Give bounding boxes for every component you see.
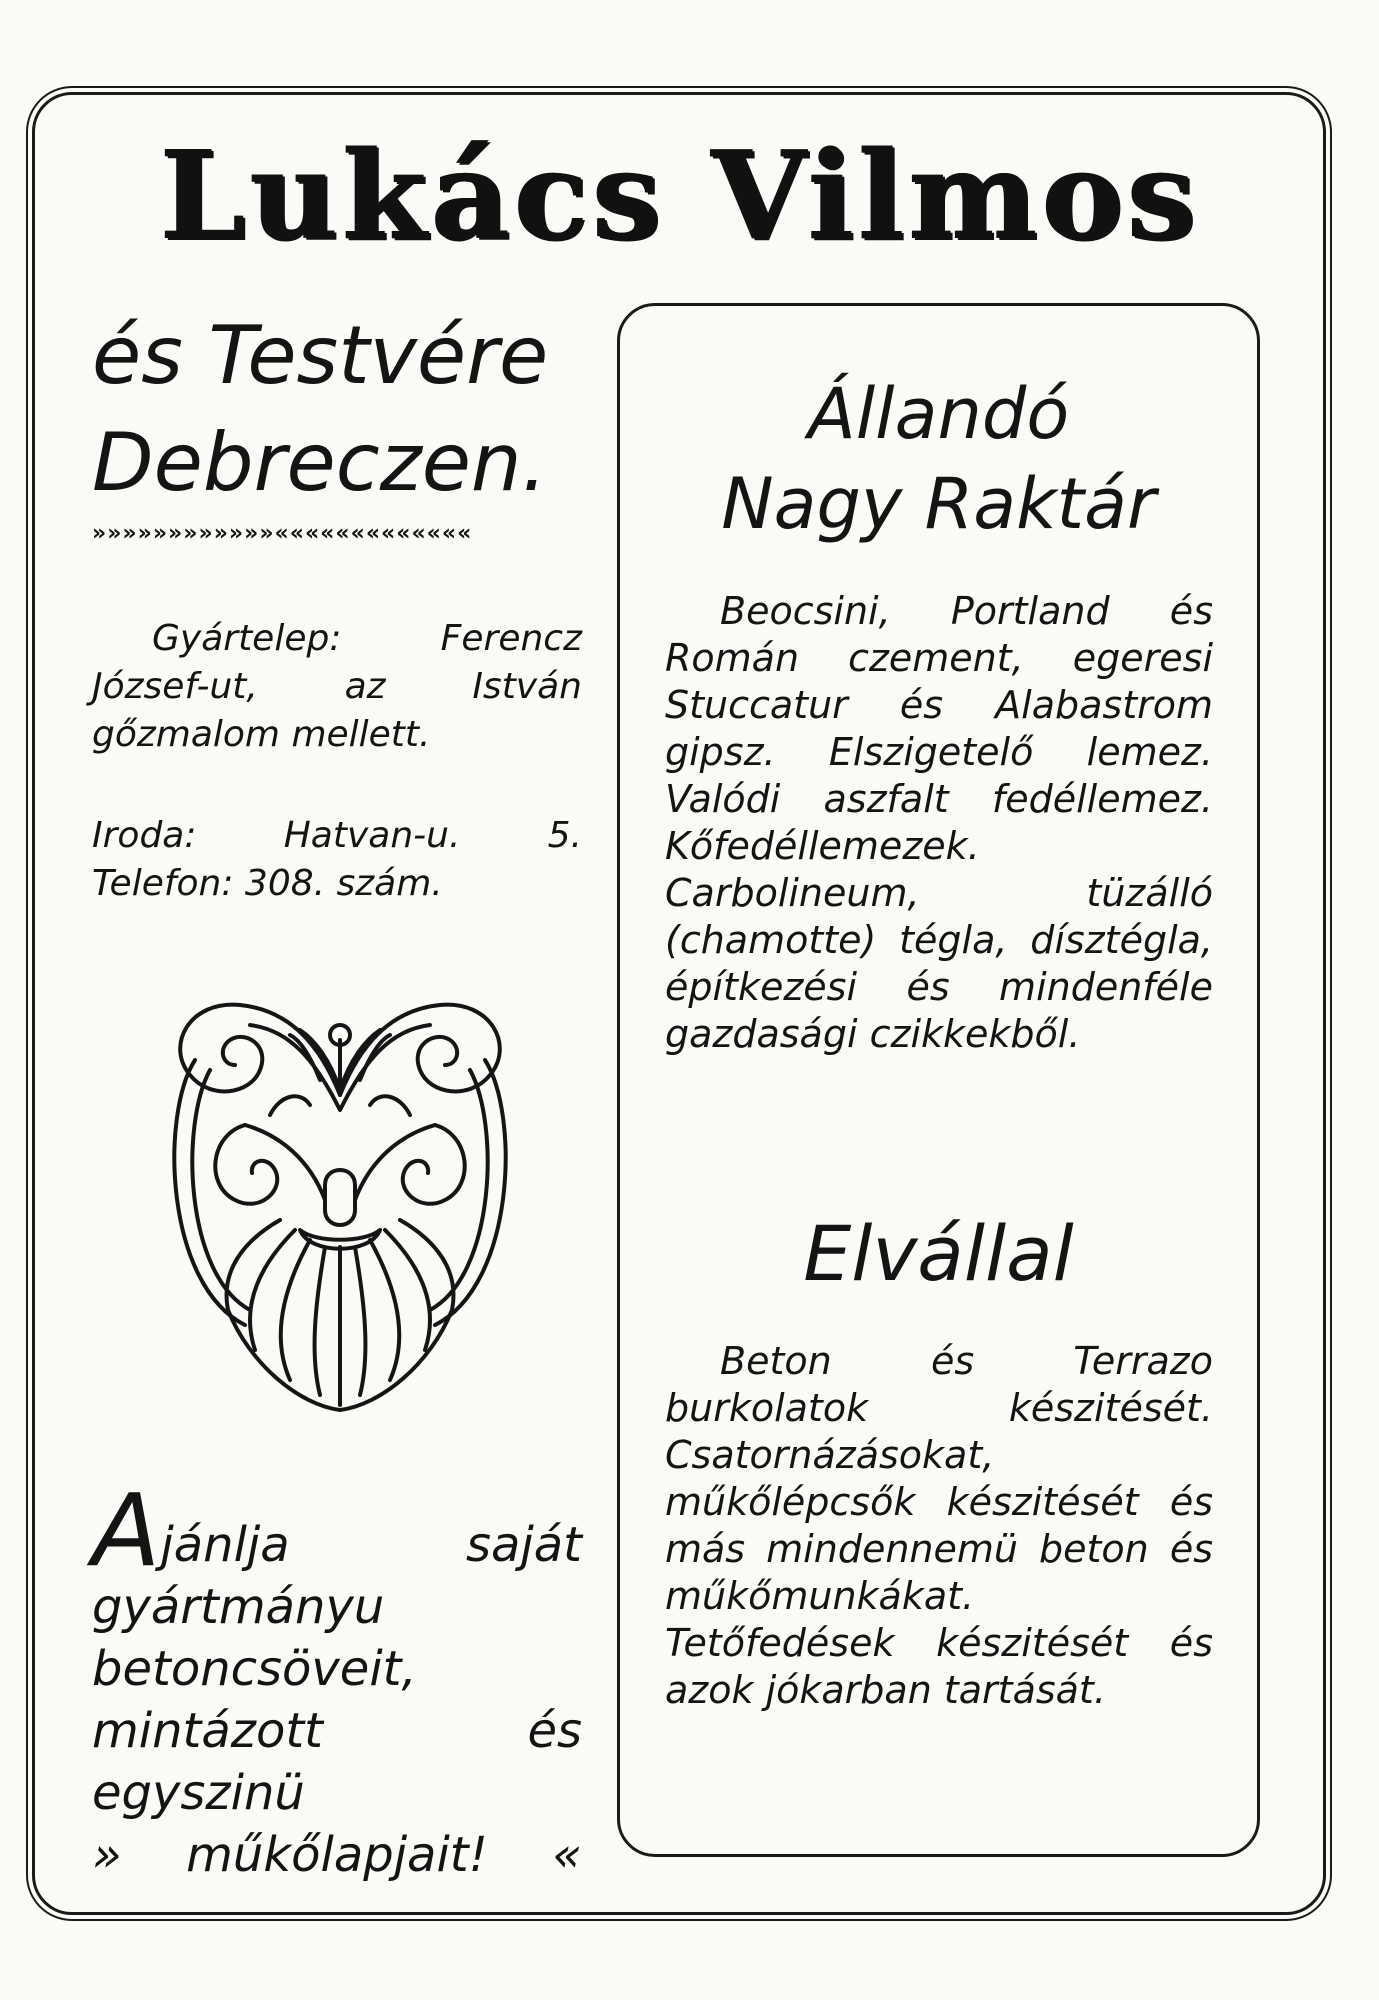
offer-initial: A: [92, 1472, 161, 1589]
chevron-left-ornament-icon: «: [552, 1827, 582, 1883]
subtitle-line-2: Debreczen.: [92, 416, 548, 509]
factory-address: Gyártelep: Ferencz József-ut, az István gőzmalom mellett.: [92, 618, 582, 755]
palmette-ornament-icon: [150, 985, 530, 1415]
stock-heading-1: Állandó: [807, 373, 1070, 455]
stock-list: Beocsini, Portland és Román czement, egeresi Stuccatur és Alabastrom gipsz. Elszigetelő lemez. Valódi aszfalt fedéllemez. Kőfedéllemezek. Carbolineum, tüzálló (chamotte) tégla, dísztégla, építkezési és mindenféle gazdasági czikkekből.: [665, 589, 1213, 1056]
offer-body: jánlja saját gyártmányu betoncsöveit, mintázott és egyszinü: [92, 1517, 582, 1821]
company-title: Lukács Vilmos: [160, 123, 1200, 267]
stock-heading-2: Nagy Raktár: [721, 463, 1156, 545]
chevron-right-ornament-icon: »: [92, 1827, 122, 1883]
offer-closing-text: műkőlapjait!: [186, 1827, 488, 1883]
chevron-ornament-row: »»»»»»»»»»»»«««««««««««««: [92, 521, 473, 546]
services-list: Beton és Terrazo burkolatok készitését. Csatornázásokat, műkőlépcsők készitését és más mindennemü beton és műkőmunkákat. Tetőfedések készitését és azok jókarban tartását.: [665, 1339, 1213, 1712]
subtitle-line-1: és Testvére: [92, 309, 549, 402]
offer-closing-line: [92, 1824, 582, 1886]
services-heading: Elvállal: [803, 1209, 1074, 1298]
offer-text: [92, 1472, 582, 1886]
office-contact: Iroda: Hatvan-u. 5. Telefon: 308. szám.: [92, 815, 582, 904]
